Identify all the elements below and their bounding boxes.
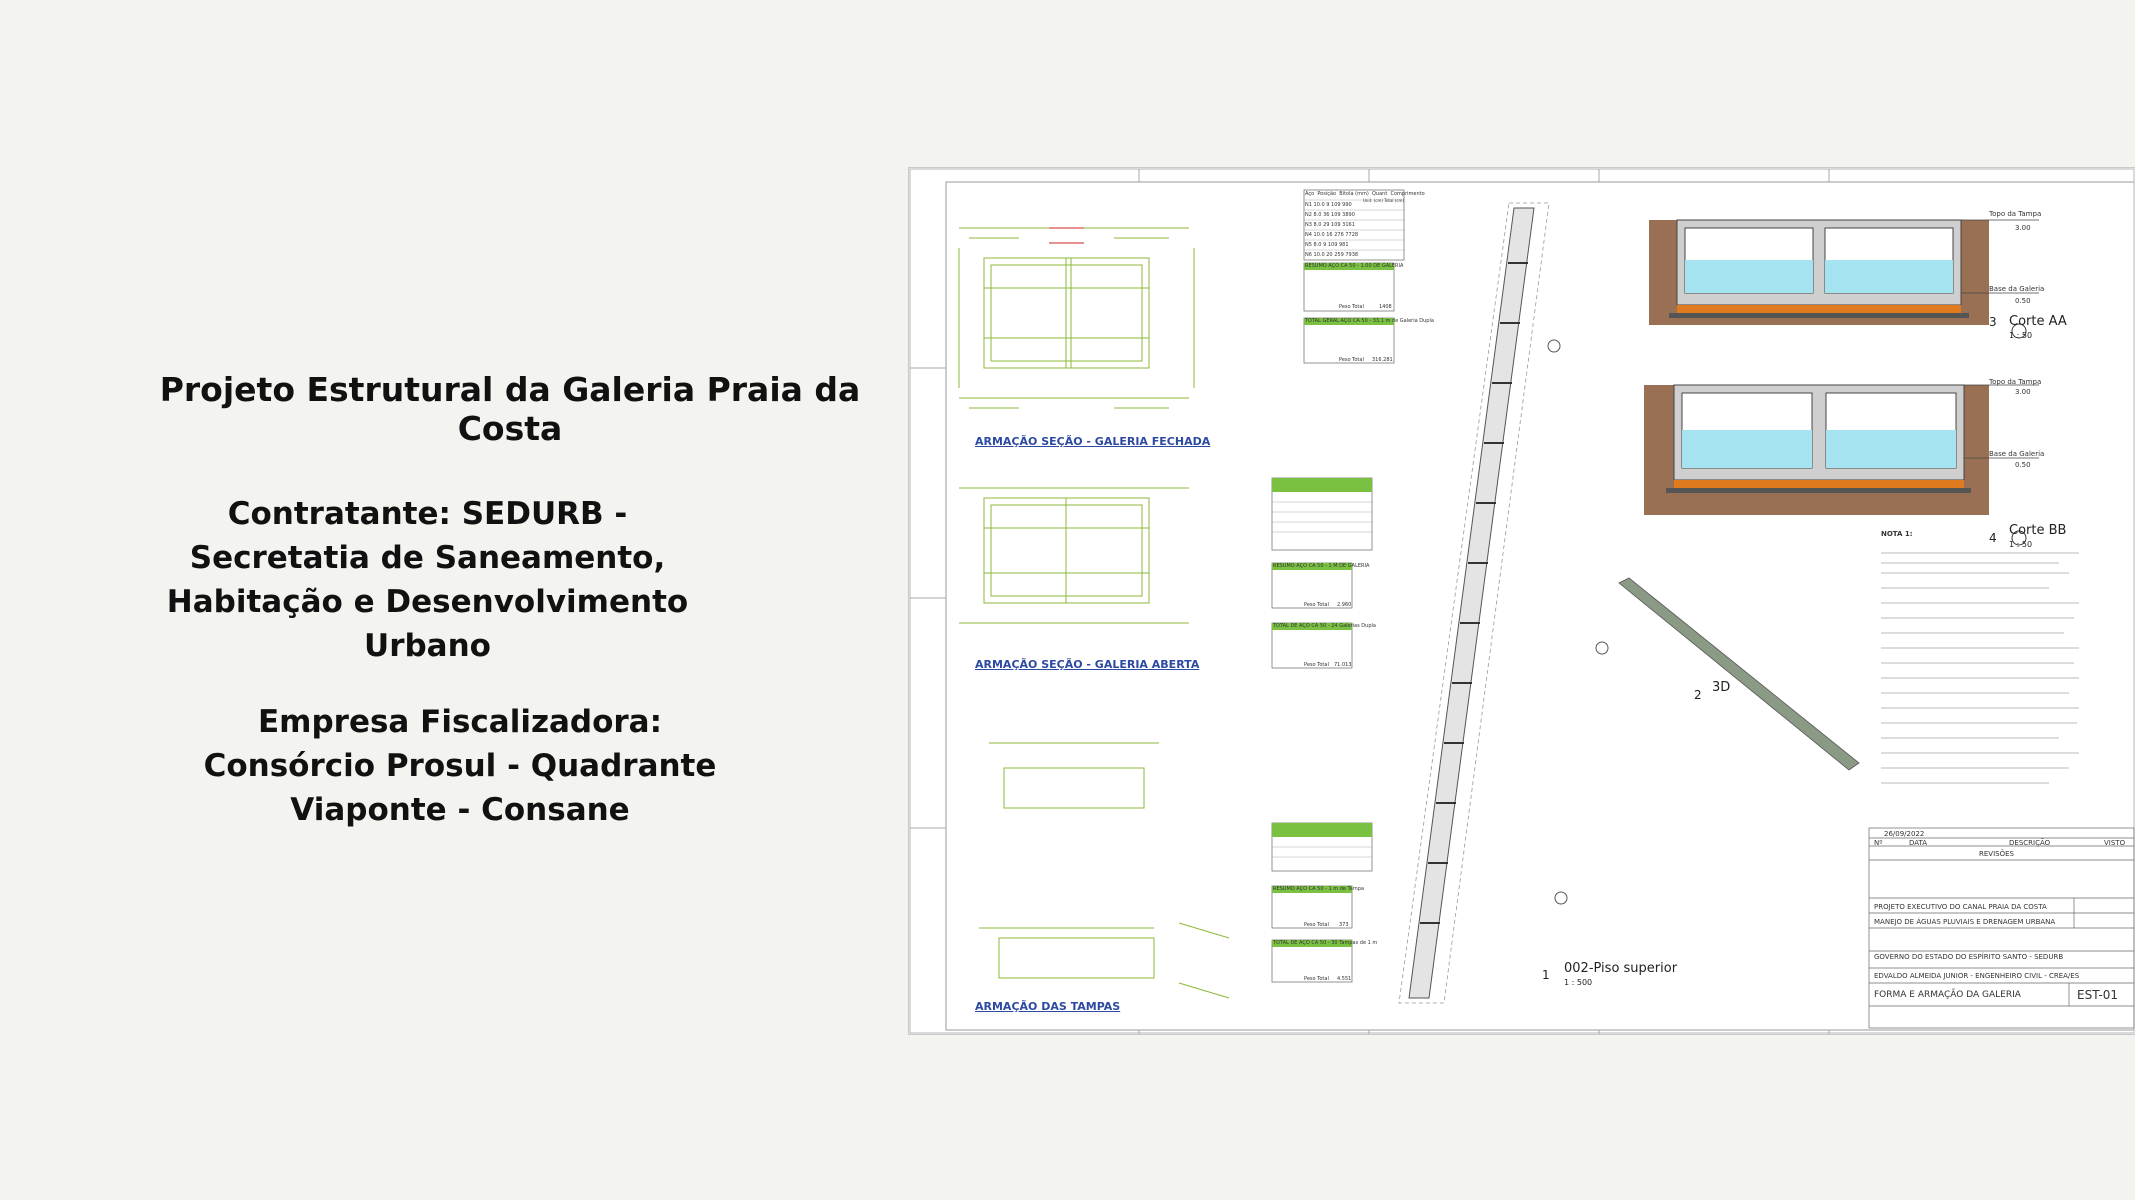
view-3d-number: 2 <box>1694 688 1702 702</box>
table-summary-lid: RESUMO AÇO CA 50 - 1 m de Tampa <box>1273 886 1364 892</box>
lid-rebar <box>979 743 1229 998</box>
top-lid-label: Topo da Tampa <box>1989 378 2042 386</box>
peso-total-value: 316.281 <box>1372 357 1393 363</box>
top-lid-label: Topo da Tampa <box>1989 210 2042 218</box>
label-section-open: ARMAÇÃO SEÇÃO - GALERIA ABERTA <box>975 658 1200 671</box>
view-3d-title: 3D <box>1712 680 1731 695</box>
peso-total-value: 4.551 <box>1337 976 1352 982</box>
table-header: Aço Posição Bitola (mm) Quant Comprimento <box>1305 191 1425 197</box>
table-summary-open: RESUMO AÇO CA 50 - 1 M DE GALERIA <box>1273 563 1370 569</box>
table-total-open: TOTAL DE AÇO CA 50 - 24 Galerias Dupla <box>1273 623 1376 629</box>
firm-line: Empresa Fiscalizadora: <box>258 704 662 740</box>
peso-total-label: Peso Total <box>1304 922 1329 928</box>
revision-col-visto: VISTO <box>2104 839 2126 847</box>
base-value: 0.50 <box>2015 461 2031 469</box>
table-subheader: Unit. (cm) Total (cm) <box>1363 198 1405 203</box>
project-subject: MANEJO DE ÁGUAS PLUVIAIS E DRENAGEM URBANA <box>1874 918 2056 926</box>
cut-aa-scale: 1 : 50 <box>2009 331 2033 340</box>
revisions-title: REVISÕES <box>1979 850 2014 858</box>
table-row: N4 10.0 16 276 7728 <box>1305 232 1359 238</box>
drawing-sheet <box>908 167 2135 1035</box>
presentation-title: Projeto Estrutural da Galeria Praia da Costa <box>159 370 861 448</box>
table-row: N2 8.0 36 109 3890 <box>1305 212 1355 218</box>
cut-bb-number: 4 <box>1989 531 1997 545</box>
top-lid-value: 3.00 <box>2015 388 2031 396</box>
table-row: N5 8.0 9 109 981 <box>1305 242 1349 248</box>
revision-col-desc: DESCRIÇÃO <box>2009 839 2051 847</box>
client-line: Contratante: SEDURB - <box>227 496 628 532</box>
peso-total-value: 71.013 <box>1334 662 1352 668</box>
cut-aa-title: Corte AA <box>2009 314 2067 329</box>
cut-bb-title: Corte BB <box>2009 523 2067 538</box>
client-line: Urbano <box>364 628 491 664</box>
cut-bb-drawing <box>1644 385 2039 545</box>
client-block <box>160 492 695 668</box>
revision-col-date: DATA <box>1909 839 1928 847</box>
sheet-title: FORMA E ARMAÇÃO DA GALERIA <box>1874 990 2021 1000</box>
peso-total-label: Peso Total <box>1304 976 1329 982</box>
base-label: Base da Galeria <box>1989 285 2045 293</box>
label-section-closed: ARMAÇÃO SEÇÃO - GALERIA FECHADA <box>975 435 1211 448</box>
base-label: Base da Galeria <box>1989 450 2045 458</box>
peso-total-label: Peso Total <box>1304 602 1329 608</box>
3d-gallery-model <box>1619 578 1859 770</box>
open-gallery-rebar <box>959 488 1189 623</box>
plan-title: 002-Piso superior <box>1564 961 1678 976</box>
peso-total-value: 2.960 <box>1337 602 1352 608</box>
peso-total-label: Peso Total <box>1304 662 1329 668</box>
project-engineer: EDVALDO ALMEIDA JUNIOR - ENGENHEIRO CIVIL - CREA/ES <box>1874 972 2080 980</box>
peso-total-label: Peso Total <box>1339 304 1364 310</box>
peso-total-value: 1408 <box>1379 304 1392 310</box>
notes-title: NOTA 1: <box>1881 530 1913 538</box>
label-section-lids: ARMAÇÃO DAS TAMPAS <box>975 1000 1121 1013</box>
plan-scale: 1 : 500 <box>1564 978 1593 987</box>
revision-date: 26/09/2022 <box>1884 830 1925 838</box>
cut-bb-scale: 1 : 50 <box>2009 540 2033 549</box>
table-total-closed: TOTAL GERAL AÇO CA 50 - 33.1 m de Galeria Dupla <box>1305 318 1434 324</box>
client-line: Habitação e Desenvolvimento <box>166 584 689 620</box>
table-row: N3 8.0 29 109 3161 <box>1305 222 1355 228</box>
sheet-code: EST-01 <box>2077 988 2119 1002</box>
peso-total-label: Peso Total <box>1339 357 1364 363</box>
table-total-lid: TOTAL DE AÇO CA 50 - 30 Tampas de 1 m <box>1273 940 1378 946</box>
general-notes <box>1881 553 2079 783</box>
firm-line: Viaponte - Consane <box>290 792 630 828</box>
project-owner: GOVERNO DO ESTADO DO ESPÍRITO SANTO - SEDURB <box>1874 953 2064 961</box>
base-value: 0.50 <box>2015 297 2031 305</box>
project-name: PROJETO EXECUTIVO DO CANAL PRAIA DA COSTA <box>1874 903 2047 911</box>
top-lid-value: 3.00 <box>2015 224 2031 232</box>
table-row: N1 10.0 9 109 990 <box>1305 202 1352 208</box>
table-summary-closed: RESUMO AÇO CA 50 - 1.00 DE GALERIA <box>1305 263 1404 269</box>
revision-col-n: Nº <box>1874 839 1883 847</box>
cut-aa-number: 3 <box>1989 315 1997 329</box>
cut-aa-drawing <box>1649 220 2039 338</box>
client-line: Secretatia de Saneamento, <box>189 540 666 576</box>
peso-total-value: 373 <box>1339 922 1349 928</box>
plan-number: 1 <box>1542 968 1550 982</box>
closed-gallery-rebar <box>959 228 1194 408</box>
table-row: N6 10.0 20 259 7938 <box>1305 252 1359 258</box>
inspection-firm-block <box>190 700 730 832</box>
firm-line: Consórcio Prosul - Quadrante <box>203 748 717 784</box>
